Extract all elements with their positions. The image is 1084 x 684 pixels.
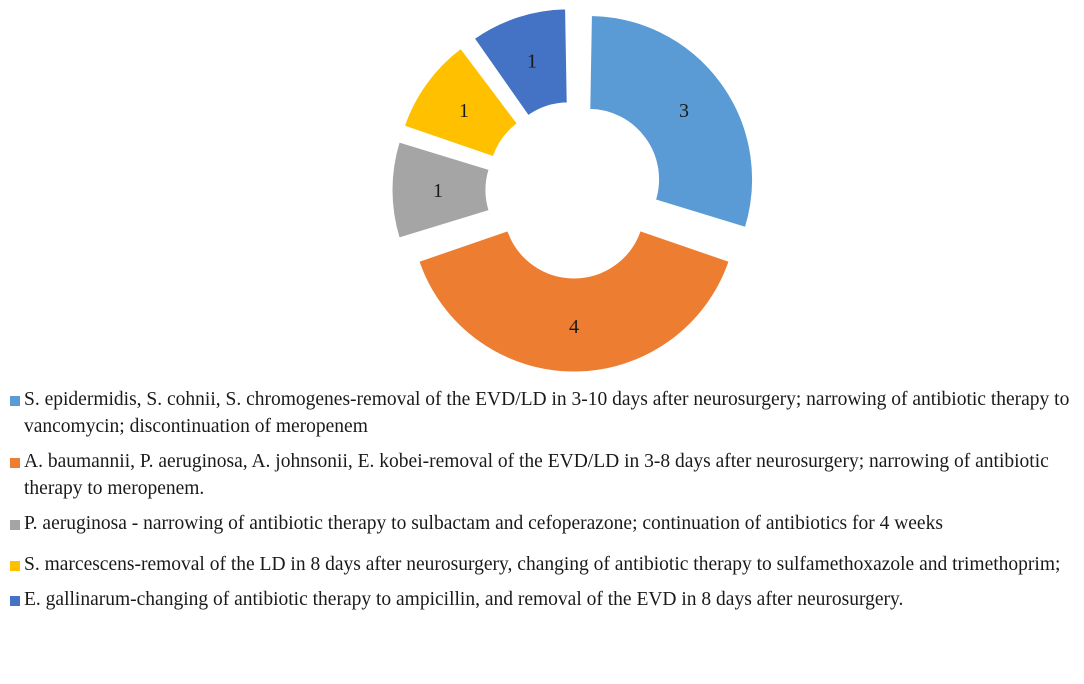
legend-item-epidermidis: [10, 386, 1076, 440]
slice-staph: [590, 15, 753, 227]
data-label-staph: 3: [679, 100, 690, 123]
legend-label: S. marcescens-removal of the LD in 8 days after neurosurgery, changing of antibiotic therapy to sulfamethoxazole and trimethoprim;: [24, 554, 1061, 575]
legend-label: S. epidermidis, S. cohnii, S. chromogenes-removal of the EVD/LD in 3-10 days after neurosurgery; narrowing of antibiotic therapy to vancomycin; discontinuation of meropenem: [24, 389, 1070, 437]
legend-item-aeruginosa: [10, 510, 1076, 537]
data-label-pseudomonas: 1: [433, 180, 443, 202]
legend-label: A. baumannii, P. aeruginosa, A. johnsonii, E. kobei-removal of the EVD/LD in 3-8 days after neurosurgery; narrowing of antibiotic therapy to meropenem.: [24, 451, 1049, 499]
legend-item-marcescens: [10, 551, 1076, 578]
legend-item-baumannii: [10, 448, 1076, 502]
legend-swatch-gray: [10, 520, 20, 530]
slice-gram-negative: [419, 231, 729, 372]
data-label-gram-negative: 4: [569, 316, 579, 338]
data-label-serratia: 1: [458, 100, 469, 123]
legend-label: E. gallinarum-changing of antibiotic therapy to ampicillin, and removal of the EVD in 8 days after neurosurgery.: [24, 589, 904, 610]
legend-swatch-yellow: [10, 561, 20, 571]
legend-label: P. aeruginosa - narrowing of antibiotic therapy to sulbactam and cefoperazone; continuation of antibiotics for 4 weeks: [24, 513, 943, 534]
legend-item-gallinarum: [10, 586, 1076, 613]
legend: [10, 386, 1076, 621]
legend-swatch-orange: [10, 458, 20, 468]
legend-swatch-blue: [10, 396, 20, 406]
data-label-enterococcus: 1: [526, 50, 537, 73]
legend-swatch-darkblue: [10, 596, 20, 606]
